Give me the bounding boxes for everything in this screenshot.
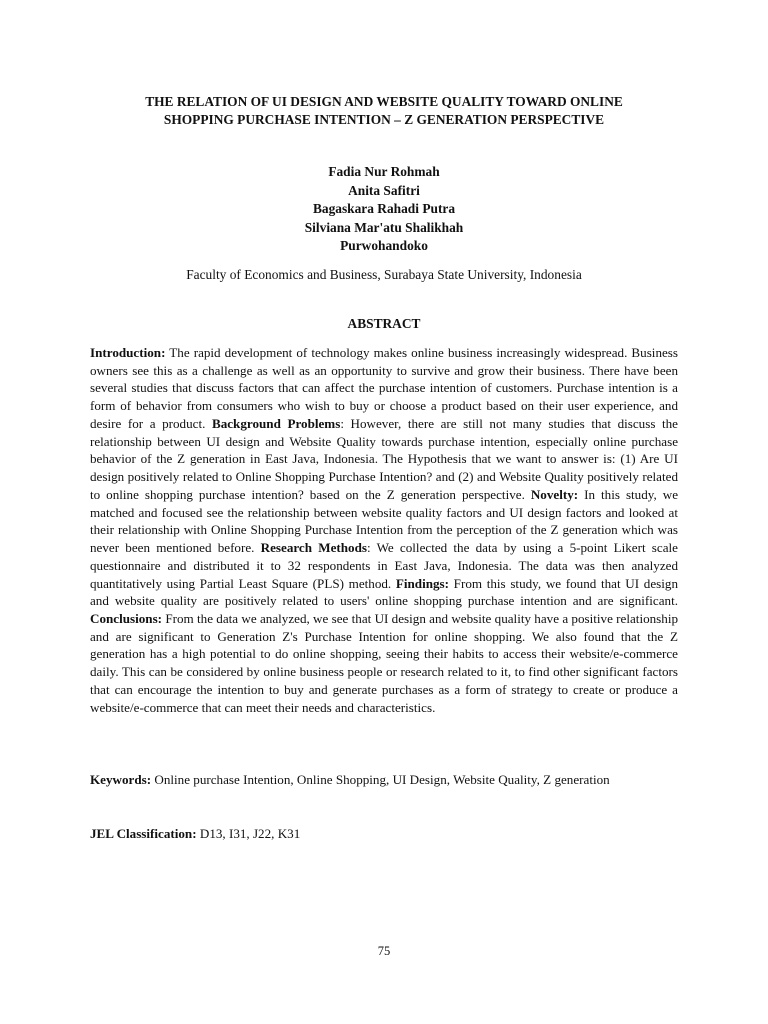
page-number: 75 [377,944,391,958]
abstract-heading: ABSTRACT [347,316,421,331]
introduction-label: Introduction: [90,345,166,360]
findings-text: From this study, we found that UI design and website quality are positively related to users' online shopping purchase intention and are significant. [90,575,678,609]
conclusions-label: Conclusions: [90,611,163,627]
findings-label: Findings: [395,575,449,591]
author-name: Silviana Mar'atu Shalikhah [304,219,464,235]
jel-text: D13, I31, J22, K31 [196,826,301,841]
jel-label: JEL Classification: [90,826,197,841]
methods-text: : We collected the data by using a 5-point Likert scale questionnaire and distributed it to 32 respondents in East Java, Indonesia. The data was then analyzed quantitatively using Partial Least Square (PLS) method. [90,540,678,591]
author-name: Fadia Nur Rohmah [328,164,440,179]
novelty-text: In this study, we matched and focused see the relationship between website quality factors and UI design factors and looked at their relationship with Online Shopping Purchase Intention from the perception of the Z generation which was never been mentioned before. [90,486,679,556]
paper-title [90,93,678,129]
conclusions-text: From the data we analyzed, we see that UI design and website quality have a positive relationship and are significant to Generation Z's Purchase Intention for online shopping. We also found that the Z generation has a high potential to do online shopping, seeing their habits to access their website/e-commerce daily. This can be considered by online business people or research related to it, to find other significant factors that can encourage the intention to buy and generate purchases as a form of strategy to create or produce a website/e-commerce that can meet their needs and characteristics. [90,611,678,715]
title-line-2: SHOPPING PURCHASE INTENTION – Z GENERATION PERSPECTIVE [163,112,605,127]
affiliation: Faculty of Economics and Business, Surabaya State University, Indonesia [186,267,582,282]
author-name: Bagaskara Rahadi Putra [312,201,456,217]
author-name: Anita Safitri [348,182,420,198]
background-text: : However, there are still not many studies that discuss the relationship between UI design and Website Quality towards purchase intention, especially online purchase behavior of the Z generation in East Java, Indonesia. The Hypothesis that we want to answer is: (1) Are UI design positively related to Online Shopping Purchase Intention? and (2) and Website Quality positively related to online shopping purchase intention? based on the Z generation perspective. [90,415,678,502]
background-label: Background Problems [211,415,341,431]
title-line-1: THE RELATION OF UI DESIGN AND WEBSITE QUALITY TOWARD ONLINE [145,94,623,109]
keywords-text: Online purchase Intention, Online Shopping, UI Design, Website Quality, Z generation [151,772,610,787]
introduction-text: The rapid development of technology makes online business increasingly widespread. Business owners see this as a challenge as well as an opportunity to survive and grow their business. There have been several studies that discuss factors that can affect the purchase intention of customers. Purchase intention is a form of behavior from consumers who wish to buy or choose a product based on their user experience, and desire for a product. [90,345,678,431]
author-list [90,163,678,256]
methods-label: Research Methods [260,540,367,556]
jel-classification [90,825,678,843]
author-name: Purwohandoko [340,238,428,254]
abstract-body [90,344,678,716]
novelty-label: Novelty: [530,486,579,502]
keywords-label: Keywords: [90,772,152,787]
keywords [90,771,678,789]
